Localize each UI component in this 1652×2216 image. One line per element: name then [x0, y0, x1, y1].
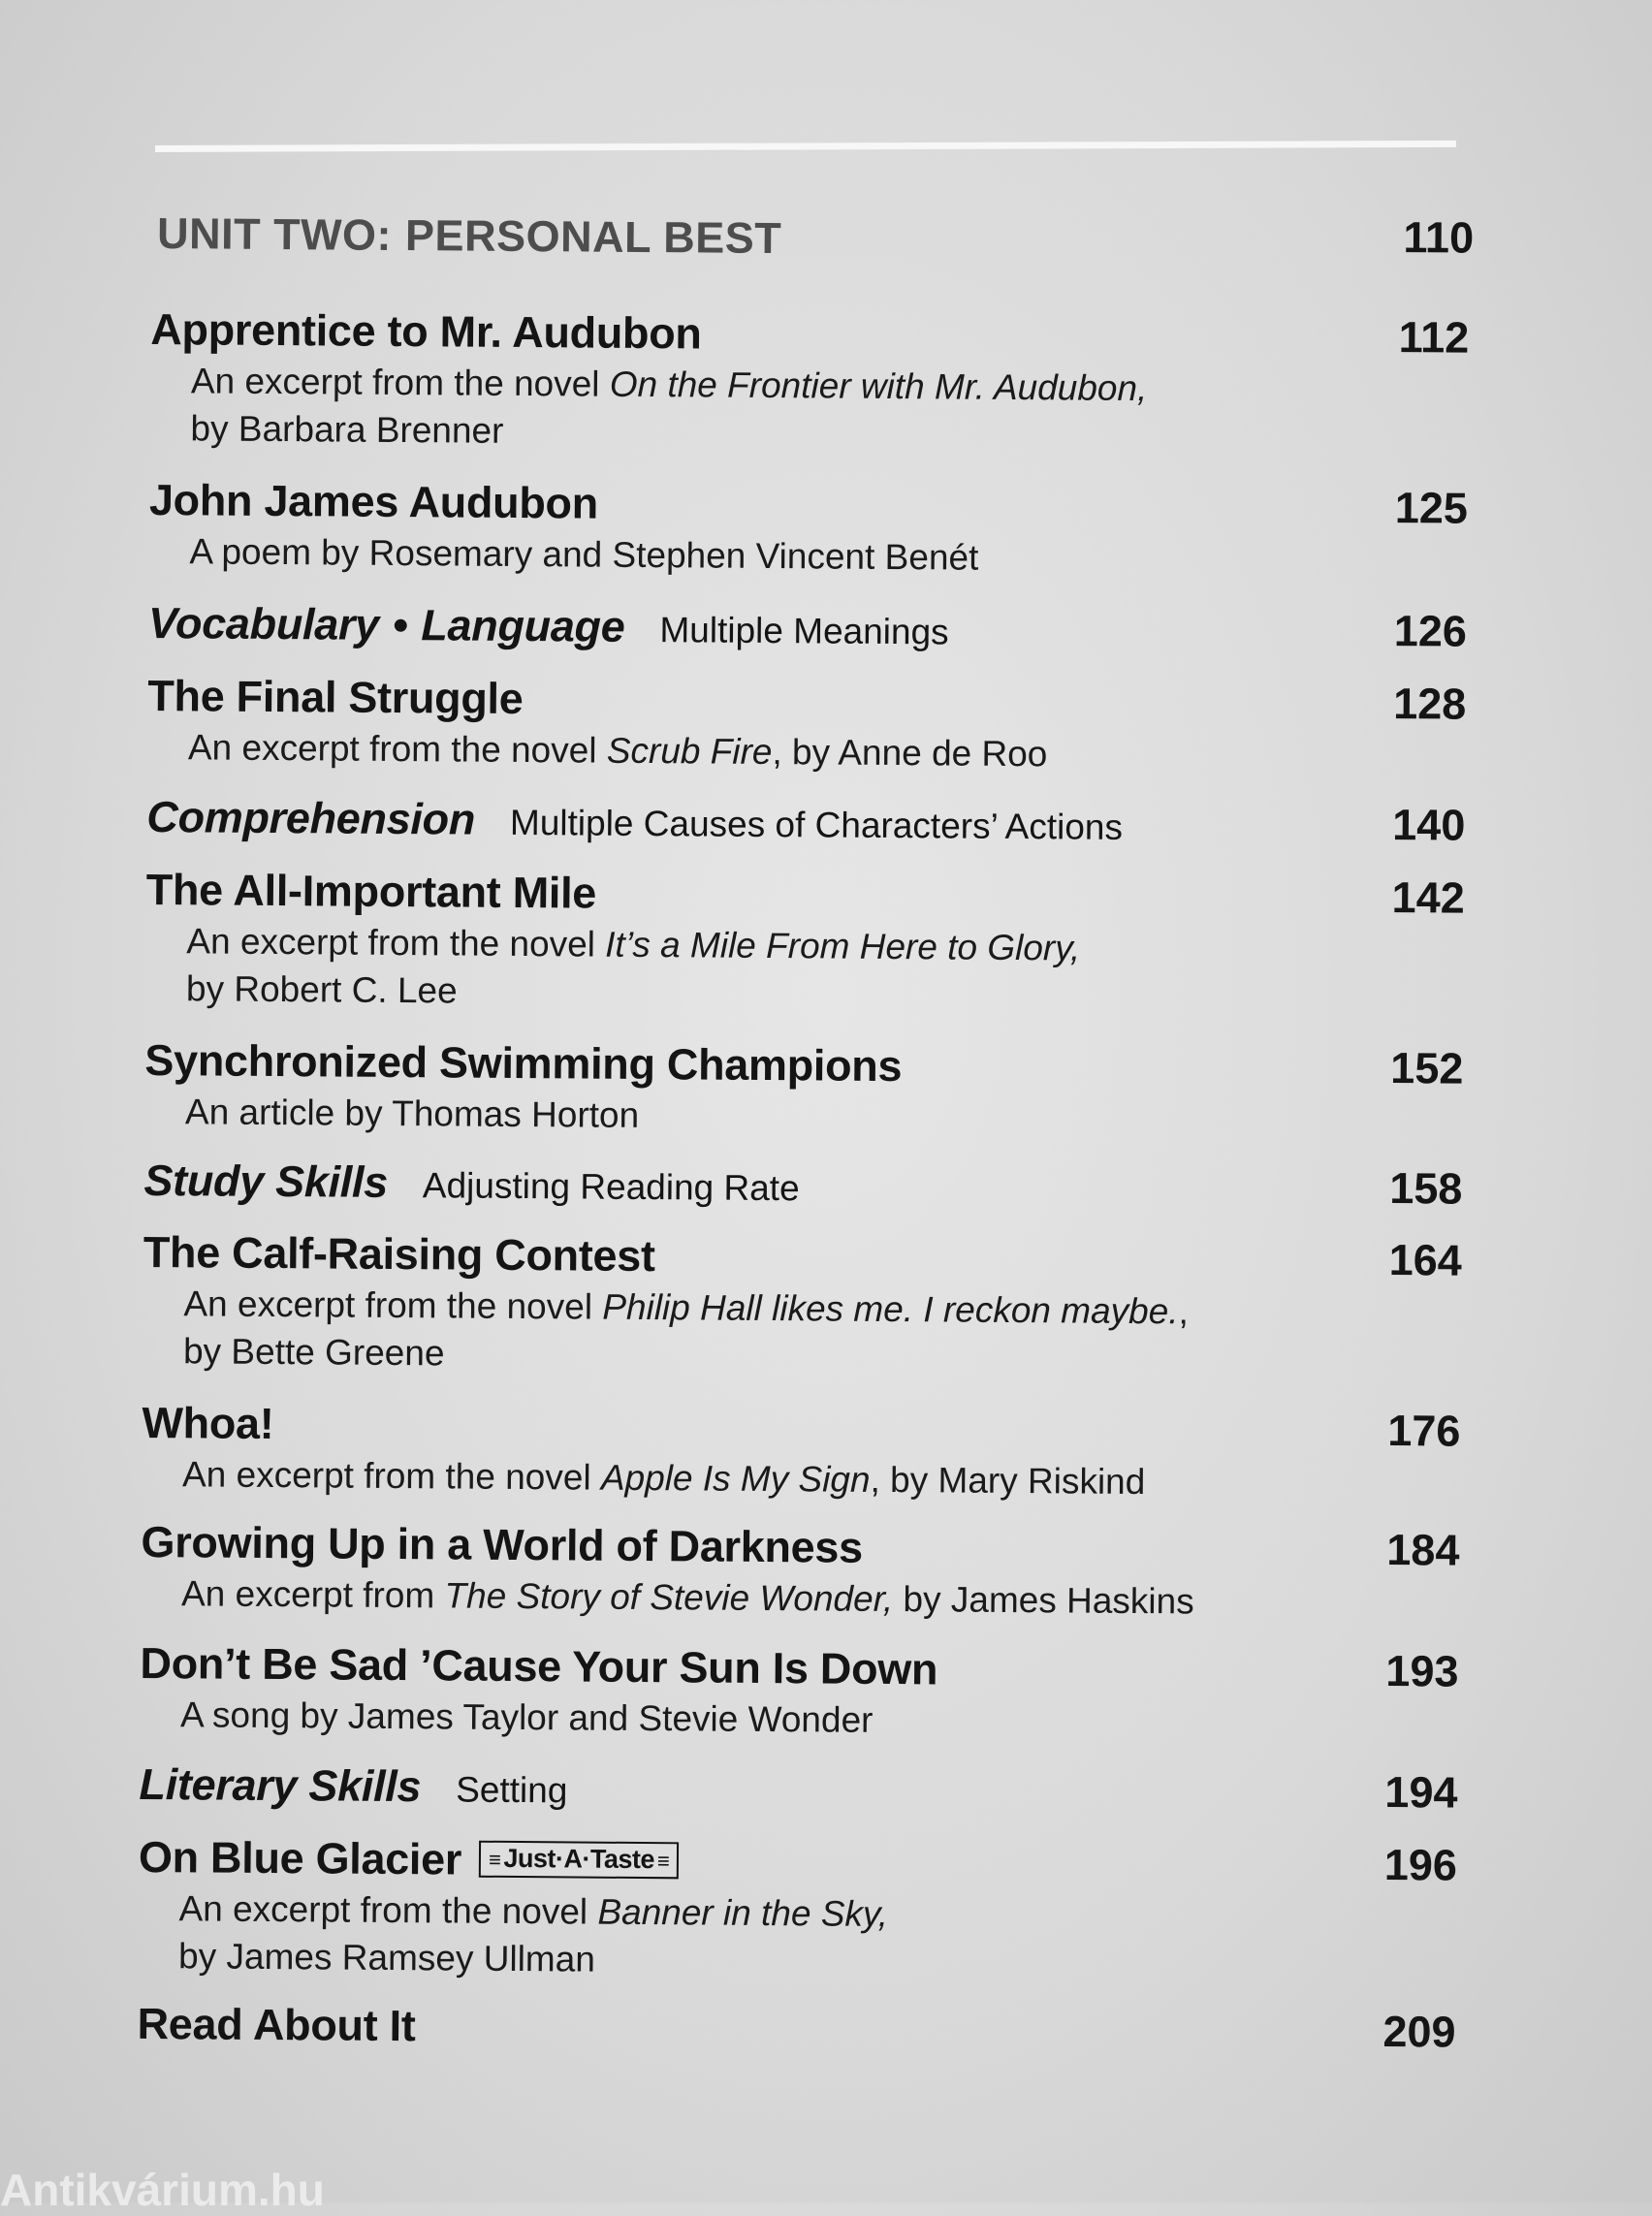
skill-label: Setting	[456, 1769, 568, 1811]
entry-page-number: 158	[1389, 1163, 1463, 1214]
just-a-taste-badge: ≡ Just·A·Taste ≡	[479, 1841, 680, 1880]
entry-page-number: 126	[1393, 606, 1468, 656]
entry-description: A poem by Rosemary and Stephen Vincent Benét	[189, 531, 979, 578]
toc-entry-final-struggle[interactable]	[147, 669, 1467, 781]
entry-description: An excerpt from the novel Scrub Fire, by Anne de Roo	[187, 727, 1048, 775]
entry-description: An article by Thomas Horton	[184, 1092, 640, 1135]
entry-page-number: 125	[1394, 483, 1469, 533]
entry-title: Apprentice to Mr. Audubon	[150, 303, 702, 359]
entry-page-number: 142	[1391, 872, 1465, 923]
toc-entry-literary-skills[interactable]	[139, 1757, 1457, 1825]
entry-page-number: 176	[1387, 1406, 1461, 1456]
entry-page-number: 196	[1383, 1840, 1458, 1890]
toc-entry-synchronized-swimming[interactable]	[144, 1033, 1464, 1146]
entry-page-number: 193	[1385, 1646, 1459, 1696]
table-of-contents	[137, 0, 1481, 2143]
entry-author: by Bette Greene	[182, 1331, 445, 1374]
unit-page-number: 110	[1403, 212, 1475, 263]
watermark: Antikvárium.hu	[0, 2165, 325, 2215]
toc-entry-study-skills[interactable]	[143, 1154, 1462, 1221]
toc-entry-on-blue-glacier[interactable]	[138, 1830, 1457, 1990]
toc-entry-growing-up[interactable]	[141, 1515, 1460, 1628]
entry-title: Growing Up in a World of Darkness	[141, 1516, 864, 1572]
entry-title: The Final Struggle	[147, 670, 524, 724]
toc-entry-calf-raising-contest[interactable]	[143, 1225, 1462, 1385]
toc-entry-apprentice[interactable]	[149, 302, 1469, 462]
toc-entry-whoa[interactable]	[142, 1396, 1461, 1508]
entry-page-number: 184	[1386, 1525, 1460, 1575]
skill-label: Multiple Meanings	[659, 610, 949, 652]
skill-label: Adjusting Reading Rate	[422, 1165, 800, 1209]
entry-description: A song by James Taylor and Stevie Wonder	[179, 1694, 874, 1740]
unit-heading	[157, 208, 1474, 269]
entry-page-number: 164	[1388, 1235, 1463, 1285]
skill-label: Multiple Causes of Characters’ Actions	[509, 802, 1124, 847]
skill-heading: Literary Skills Setting	[139, 1758, 568, 1812]
entry-author: by Robert C. Lee	[185, 968, 458, 1011]
entry-title: John James Audubon	[148, 474, 599, 528]
entry-page-number: 194	[1384, 1767, 1458, 1818]
entry-page-number: 112	[1398, 312, 1470, 363]
entry-title: The All-Important Mile	[145, 864, 597, 918]
entry-description: An excerpt from the novel On the Frontier with Mr. Audubon,	[190, 361, 1148, 409]
skill-heading: Vocabulary • Language Multiple Meanings	[147, 597, 949, 652]
entry-title: Don’t Be Sad ’Cause Your Sun Is Down	[140, 1637, 938, 1694]
entry-description: An excerpt from the novel Philip Hall likes me. I reckon maybe.,	[183, 1283, 1190, 1332]
toc-entry-read-about-it[interactable]	[137, 1997, 1455, 2062]
entry-title: Whoa!	[142, 1397, 274, 1449]
entry-page-number: 209	[1382, 2007, 1456, 2057]
entry-description: An excerpt from the novel Apple Is My Sign, by Mary Riskind	[181, 1454, 1146, 1503]
entry-description: An excerpt from the novel It’s a Mile From Here to Glory,	[186, 921, 1081, 968]
skill-heading: Comprehension Multiple Causes of Characters’ Actions	[146, 791, 1124, 847]
entry-author: by James Ramsey Ullman	[177, 1936, 596, 1979]
entry-description: An excerpt from The Story of Stevie Wonder, by James Haskins	[180, 1573, 1194, 1622]
entry-title: The Calf-Raising Contest	[143, 1226, 655, 1282]
toc-entry-john-james-audubon[interactable]	[148, 473, 1468, 586]
toc-entry-vocabulary-language[interactable]	[148, 596, 1467, 664]
toc-entry-all-important-mile[interactable]	[145, 863, 1465, 1023]
entry-title: Read About It	[137, 1998, 416, 2051]
entry-title: Synchronized Swimming Champions	[144, 1034, 903, 1092]
entry-title: On Blue Glacier≡ Just·A·Taste ≡	[139, 1830, 1457, 1895]
entry-page-number: 152	[1390, 1043, 1464, 1093]
entry-author: by Barbara Brenner	[190, 408, 504, 451]
entry-page-number: 140	[1392, 800, 1466, 850]
unit-title: UNIT TWO: PERSONAL BEST	[156, 208, 782, 264]
entry-page-number: 128	[1393, 679, 1467, 729]
toc-entry-dont-be-sad[interactable]	[140, 1636, 1459, 1749]
entry-description: An excerpt from the novel Banner in the Sky,	[178, 1888, 889, 1935]
toc-entry-comprehension[interactable]	[146, 790, 1465, 858]
skill-heading: Study Skills Adjusting Reading Rate	[143, 1155, 800, 1209]
